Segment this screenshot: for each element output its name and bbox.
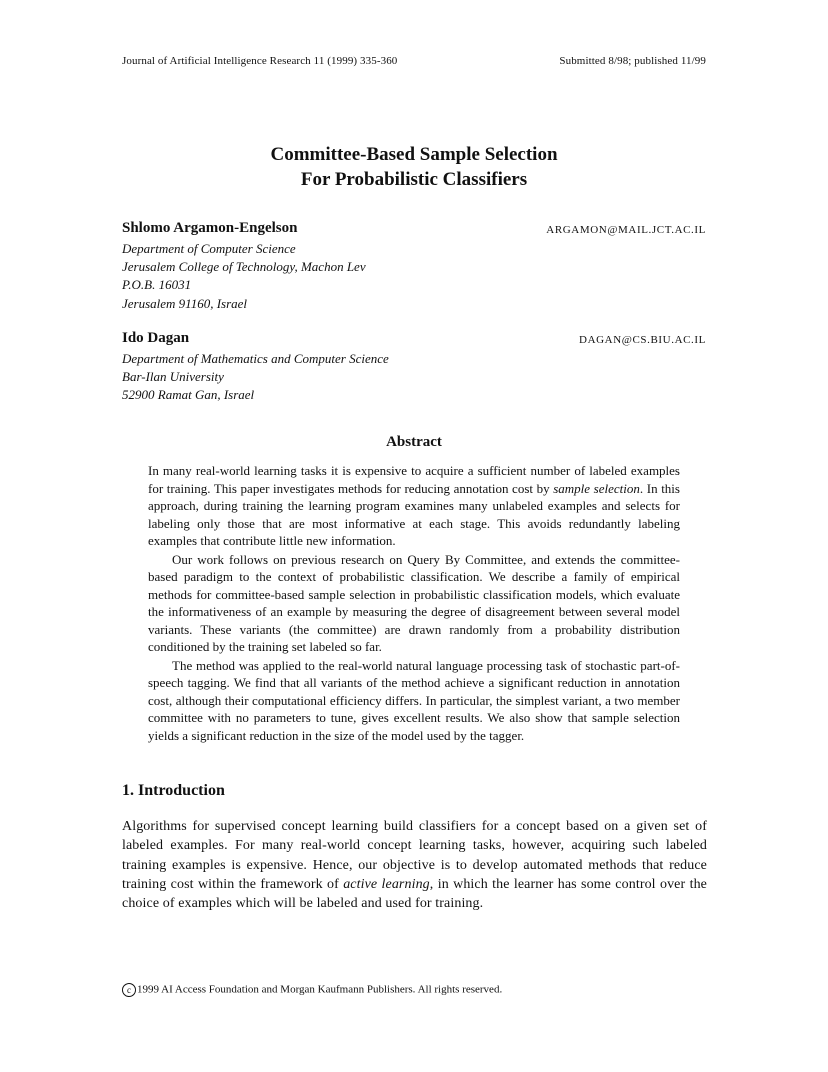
affiliation-line: Jerusalem 91160, Israel	[122, 295, 248, 311]
affiliation-line: Jerusalem College of Technology, Machon Lev	[122, 259, 366, 275]
title-line-2: For Probabilistic Classifiers	[300, 169, 528, 190]
intro-emphasis: active learning	[343, 876, 430, 892]
copyright-text: 1999 AI Access Foundation and Morgan Kaufmann Publishers. All rights reserved.	[137, 983, 503, 996]
title-line-1: Committee-Based Sample Selection	[270, 144, 558, 165]
affiliation-line: Department of Computer Science	[122, 241, 296, 256]
copyright-footer	[122, 983, 502, 997]
affiliation-line: 52900 Ramat Gan, Israel	[122, 387, 255, 403]
submission-dates: Submitted 8/98; published 11/99	[559, 55, 706, 67]
journal-citation: Journal of Artificial Intelligence Research 11 (1999) 335-360	[122, 55, 398, 67]
author-name: Shlomo Argamon-Engelson	[122, 220, 298, 236]
affiliation-line: Department of Mathematics and Computer Science	[122, 351, 389, 366]
author-affiliation	[122, 240, 366, 313]
author-affiliation	[122, 350, 389, 405]
introduction-paragraph	[122, 817, 707, 913]
affiliation-line: Bar-Ilan University	[122, 369, 224, 385]
author-email: ARGAMON@MAIL.JCT.AC.IL	[546, 224, 706, 236]
abstract-text: . In this approach, during training the learning program examines many unlabeled examples and selects for labeling only those that are most informative at each stage. This avoids redundantly labeling examples that contribute little new information.	[148, 480, 680, 548]
intro-text: , in which the learner has some control over the choice of examples which will be labeled and used for training.	[122, 876, 707, 912]
paper-title	[0, 142, 828, 192]
section-heading-introduction: 1. Introduction	[122, 782, 225, 799]
abstract-paragraph-3: The method was applied to the real-world natural language processing task of stochastic part-of-speech tagging. We find that all variants of the method achieve a significant reduction in annotation cost, although their computational efficiency differs. In particular, the simplest variant, a two member committee with no parameters to tune, gives excellent results. We also show that sample selection yields a significant reduction in the size of the model used by the tagger.	[148, 657, 680, 743]
copyright-symbol: c	[122, 983, 136, 997]
abstract-body	[148, 462, 680, 744]
author-email: DAGAN@CS.BIU.AC.IL	[579, 334, 706, 346]
abstract-emphasis: sample selection	[553, 480, 640, 496]
abstract-text: In many real-world learning tasks it is expensive to acquire a sufficient number of labeled examples for training. This paper investigates methods for reducing annotation cost by	[148, 463, 680, 496]
abstract-heading: Abstract	[386, 434, 442, 450]
author-name: Ido Dagan	[122, 330, 190, 346]
abstract-paragraph-2: Our work follows on previous research on Query By Committee, and extends the committee-based paradigm to the context of probabilistic classification. We describe a family of empirical methods for committee-based sample selection in probabilistic classification models, which evaluate the informativeness of an example by measuring the degree of disagreement between several model variants. These variants (the committee) are drawn randomly from a probability distribution conditioned by the training set labeled so far.	[148, 551, 680, 654]
affiliation-line: P.O.B. 16031	[122, 277, 192, 293]
abstract-paragraph-1	[148, 462, 680, 550]
intro-text: Algorithms for supervised concept learning build classifiers for a concept based on a given set of labeled examples. For many real-world concept learning tasks, however, acquiring such labeled training examples is expensive. Hence, our objective is to develop automated methods that reduce training cost within the framework of	[122, 819, 707, 892]
